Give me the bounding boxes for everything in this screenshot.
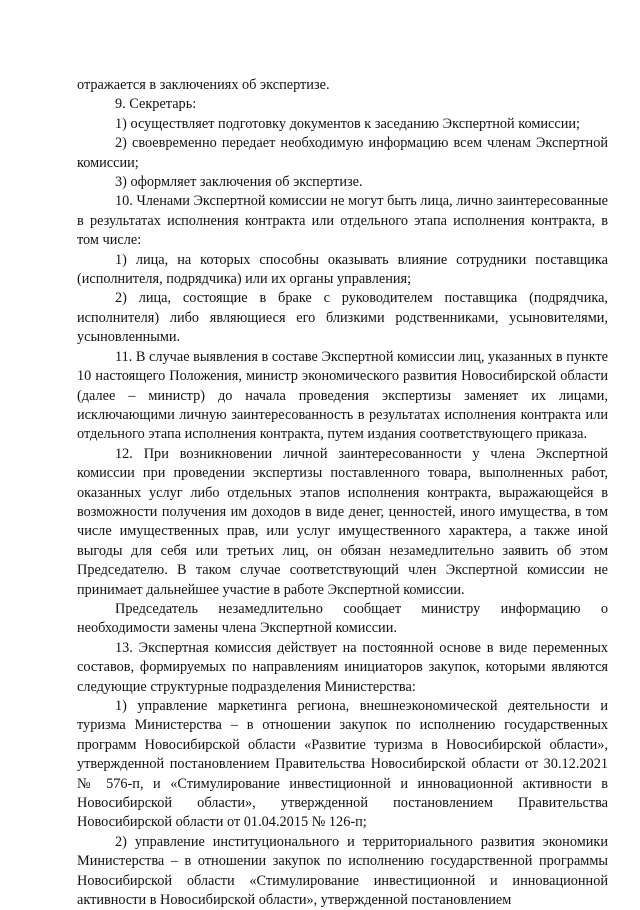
paragraph: 11. В случае выявления в составе Экспертной комиссии лиц, указанных в пункте 10 настоящего Положения, министр экономического развития Новосибирской области (далее – министр) до начала проведения экспертизы заменяет их лицами, исключающими личную заинтересованность в результатах исполнения контракта или отдельного этапа исполнения контракта, путем издания соответствующего приказа. xyxy=(77,348,608,443)
paragraph: 2) управление институционального и территориального развития экономики Министерства – в отношении закупок по исполнению государственной программы Новосибирской области «Стимулирование инвестиционной и инновационной активности в Новосибирской области», утвержденной постановлением xyxy=(77,833,608,909)
paragraph: 10. Членами Экспертной комиссии не могут быть лица, лично заинтересованные в результатах исполнения контракта или отдельного этапа исполнения контракта, в том числе: xyxy=(77,193,608,249)
paragraph: отражается в заключениях об экспертизе. xyxy=(77,77,330,93)
paragraph: 12. При возникновении личной заинтересованности у члена Экспертной комиссии при проведении экспертизы поставленного товара, выполненных работ, оказанных услуг либо отдельных этапов исполнения контракта, выражающейся в возможности получения им доходов в виде денег, ценностей, иного имущества, в том числе имущественных прав, или услуг имущественного характера, а также иной выгоды для себя или третьих лиц, он обязан незамедлительно заявить об этом Председателю. В таком случае соответствующий член Экспертной комиссии не принимает дальнейшее участие в работе Экспертной комиссии. xyxy=(77,445,608,598)
paragraph: Председатель незамедлительно сообщает министру информацию о необходимости замены члена Экспертной комиссии. xyxy=(77,600,608,637)
document-body xyxy=(77,76,608,910)
paragraph: 1) лица, на которых способны оказывать влияние сотрудники поставщика (исполнителя, подрядчика) или их органы управления; xyxy=(77,251,608,288)
paragraph: 9. Секретарь: xyxy=(115,96,197,113)
paragraph: 2) своевременно передает необходимую информацию всем членам Экспертной комиссии; xyxy=(77,135,608,171)
paragraph: 3) оформляет заключения об экспертизе. xyxy=(115,174,363,191)
paragraph: 1) осуществляет подготовку документов к заседанию Экспертной комиссии; xyxy=(115,115,581,132)
paragraph: 13. Экспертная комиссия действует на постоянной основе в виде переменных составов, формируемых по направлениям инициаторов закупок, которыми являются следующие структурные подразделения Министерства: xyxy=(77,639,608,695)
paragraph: 2) лица, состоящие в браке с руководителем поставщика (подрядчика, исполнителя) либо являющиеся его близкими родственниками, усыновителями, усыновленными. xyxy=(77,290,608,346)
paragraph: 1) управление маркетинга региона, внешнеэкономической деятельности и туризма Министерства – в отношении закупок по исполнению государственных программ Новосибирской области «Развитие туризма в Новосибирской области», утвержденной постановлением Правительства Новосибирской области от 30.12.2021 № 576-п, и «Стимулирование инвестиционной и инновационной активности в Новосибирской области», утвержденной постановлением Правительства Новосибирской области от 01.04.2015 № 126-п; xyxy=(77,698,608,831)
